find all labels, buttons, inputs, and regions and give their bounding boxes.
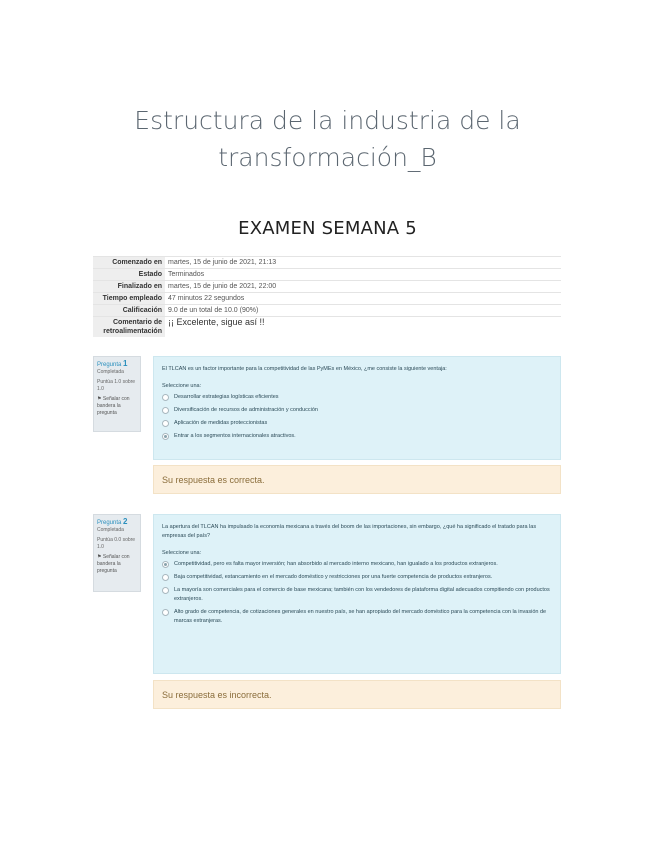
- question-1-info: [93, 356, 141, 432]
- summary-value: 47 minutos 22 segundos: [165, 293, 561, 305]
- summary-value: 9.0 de un total de 10.0 (90%): [165, 305, 561, 317]
- radio-button[interactable]: [162, 420, 169, 427]
- flag-label: Señalar con bandera la pregunta: [97, 396, 130, 416]
- question-number: [97, 360, 137, 369]
- radio-button[interactable]: [162, 407, 169, 414]
- attempt-summary-table: [93, 256, 561, 337]
- question-prompt: La apertura del TLCAN ha impulsado la economía mexicana a través del boom de las importaciones, sin embargo, ¿qué ha significado el tratado para las empresas del país?: [162, 524, 537, 539]
- question-number-label: Pregunta: [97, 362, 122, 368]
- summary-value: ¡¡ Excelente, sigue así !!: [165, 317, 561, 338]
- summary-row: [93, 269, 561, 281]
- option-text: Alto grado de competencia, de cotizaciones generales en nuestro país, se han apropiado del mercado doméstico para la competencia con la invasión de marcas extranjeras.: [174, 609, 547, 624]
- answer-option[interactable]: [162, 560, 552, 569]
- question-status: Completada: [97, 527, 124, 533]
- answer-option[interactable]: [162, 432, 552, 441]
- exam-subtitle: EXAMEN SEMANA 5: [238, 218, 417, 239]
- radio-button[interactable]: [162, 609, 169, 616]
- answer-option[interactable]: [162, 393, 552, 402]
- select-label: Seleccione una:: [162, 550, 202, 556]
- option-text: Aplicación de medidas proteccionistas: [174, 420, 268, 426]
- answer-option[interactable]: [162, 406, 552, 415]
- radio-button-selected[interactable]: [162, 433, 169, 440]
- question-number-value: 1: [123, 359, 128, 368]
- summary-label: Finalizado en: [93, 281, 165, 293]
- summary-value: Terminados: [165, 269, 561, 281]
- question-2-info: [93, 514, 141, 592]
- flag-question-link[interactable]: [97, 396, 137, 417]
- answer-option[interactable]: [162, 419, 552, 428]
- question-2-feedback: Su respuesta es incorrecta.: [153, 680, 561, 709]
- summary-label: Comentario de retroalimentación: [93, 317, 165, 338]
- summary-row: [93, 281, 561, 293]
- radio-button[interactable]: [162, 394, 169, 401]
- radio-button[interactable]: [162, 587, 169, 594]
- question-prompt: El TLCAN es un factor importante para la competitividad de las PyMEs en México, ¿me consiste la siguiente ventaja:: [162, 366, 447, 372]
- radio-button[interactable]: [162, 574, 169, 581]
- summary-value: martes, 15 de junio de 2021, 22:00: [165, 281, 561, 293]
- question-points: Puntúa 0.0 sobre 1.0: [97, 537, 136, 550]
- summary-row: [93, 305, 561, 317]
- summary-row: [93, 317, 561, 338]
- option-text: La mayoría son comerciales para el comercio de base mexicana; también con los vendedores de plataforma digital adecuados compitiendo con productos extranjeros.: [174, 587, 550, 602]
- option-text: Competitividad, pero es falta mayor inversión; han absorbido al mercado interno mexicano, han igualado a los productos extranjeros.: [174, 561, 498, 567]
- document-title: [0, 102, 655, 176]
- question-number: [97, 518, 137, 527]
- summary-value: martes, 15 de junio de 2021, 21:13: [165, 257, 561, 269]
- flag-question-link[interactable]: [97, 554, 137, 575]
- answer-option[interactable]: [162, 608, 552, 626]
- question-points: Puntúa 1.0 sobre 1.0: [97, 379, 136, 392]
- option-text: Diversificación de recursos de administración y conducción: [174, 407, 318, 413]
- flag-label: Señalar con bandera la pregunta: [97, 554, 130, 574]
- summary-row: [93, 257, 561, 269]
- flag-icon: ⚑: [97, 554, 102, 560]
- answer-option[interactable]: [162, 573, 552, 582]
- flag-icon: ⚑: [97, 396, 102, 402]
- question-status: Completada: [97, 369, 124, 375]
- select-label: Seleccione una:: [162, 383, 202, 389]
- summary-label: Estado: [93, 269, 165, 281]
- summary-label: Calificación: [93, 305, 165, 317]
- question-number-label: Pregunta: [97, 520, 122, 526]
- title-line-1: Estructura de la industria de la: [134, 106, 521, 135]
- summary-row: [93, 293, 561, 305]
- answer-option[interactable]: [162, 586, 552, 604]
- radio-button-selected[interactable]: [162, 561, 169, 568]
- question-2-content: [153, 514, 561, 674]
- summary-label: Tiempo empleado: [93, 293, 165, 305]
- question-1-feedback: Su respuesta es correcta.: [153, 465, 561, 494]
- title-line-2: transformación_B: [218, 143, 437, 172]
- option-text: Desarrollar estrategias logísticas eficientes: [174, 394, 279, 400]
- option-text: Entrar a los segmentos internacionales atractivos.: [174, 433, 296, 439]
- summary-label: Comenzado en: [93, 257, 165, 269]
- question-1-content: [153, 356, 561, 460]
- option-text: Baja competitividad, estancamiento en el mercado doméstico y restricciones por una fuerte competencia de productos extranjeros.: [174, 574, 493, 580]
- question-number-value: 2: [123, 517, 128, 526]
